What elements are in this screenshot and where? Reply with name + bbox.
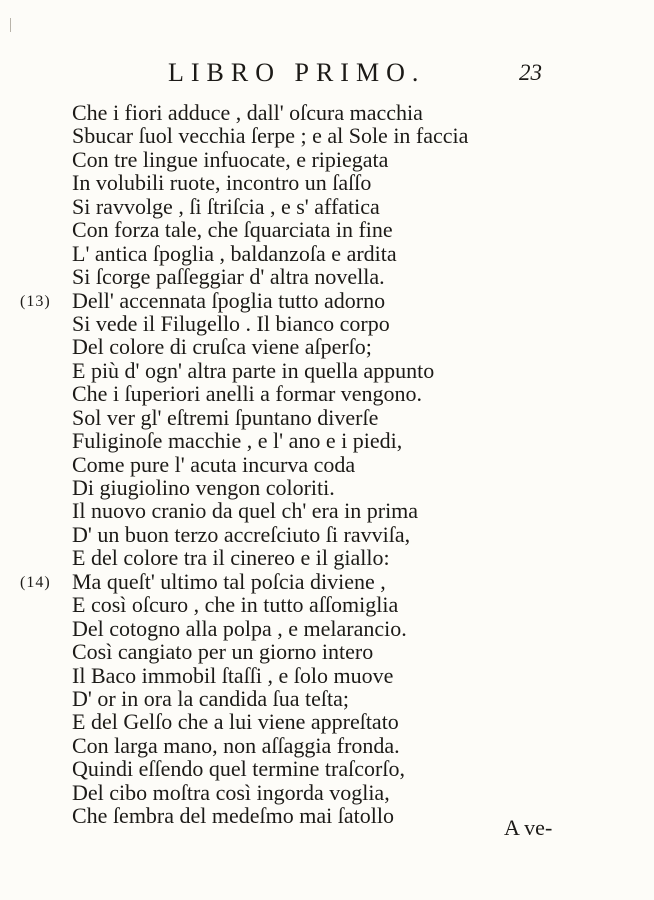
verse-line: [72, 664, 552, 687]
verse-line: [72, 101, 552, 124]
verse-line: [72, 593, 552, 616]
verse-text: Fuliginoſe macchie , e l' ano e i piedi,: [72, 428, 403, 454]
verse-text: E del colore tra il cinereo e il giallo:: [72, 545, 390, 571]
verse-text: Dell' accennata ſpoglia tutto adorno: [72, 287, 386, 313]
verse-text: Ma queſt' ultimo tal poſcia diviene ,: [72, 568, 386, 594]
verse-text: Con tre lingue infuocate, e ripiegata: [72, 146, 389, 172]
verse-line: [72, 781, 552, 804]
verse-line: [72, 757, 552, 780]
verse-line: [72, 195, 552, 218]
verse-line: [72, 124, 552, 147]
verse-text: Che i fiori adduce , dall' oſcura macchia: [72, 100, 423, 125]
verse-text: In volubili ruote, incontro un ſaſſo: [72, 170, 372, 196]
verse-line: [72, 312, 552, 335]
verse-line: [72, 171, 552, 194]
verse-text: D' un buon terzo accreſciuto ſi ravviſa,: [72, 521, 411, 547]
verse-text: E più d' ogn' altra parte in quella appunto: [72, 357, 435, 383]
verse-text: Che i ſuperiori anelli a formar vengono.: [72, 381, 423, 407]
verse-line: [72, 242, 552, 265]
verse-text: Con forza tale, che ſquarciata in fine: [72, 217, 393, 243]
verse-line: [72, 687, 552, 710]
verse-line: [72, 804, 552, 827]
verse-text: Del cibo moſtra così ingorda voglia,: [72, 779, 390, 805]
running-title: LIBRO PRIMO.: [168, 58, 426, 87]
verse-line: [72, 218, 552, 241]
verse-line: [72, 148, 552, 171]
verse-text: L' antica ſpoglia , baldanzoſa e ardita: [72, 240, 397, 266]
verse-text: Del colore di cruſca viene aſperſo;: [72, 334, 372, 360]
verse-text: E così oſcuro , che in tutto aſſomiglia: [72, 592, 399, 618]
verse-line: [72, 710, 552, 733]
verse-text: D' or in ora la candida ſua teſta;: [72, 685, 350, 711]
verse-text: Si ravvolge , ſi ſtriſcia , e s' affatica: [72, 193, 380, 219]
verse-text: Così cangiato per un giorno intero: [72, 639, 374, 665]
verse-text: Il nuovo cranio da quel ch' era in prima: [72, 498, 419, 524]
verse-text: Di giugiolino vengon coloriti.: [72, 475, 335, 500]
catchword: A ve-: [504, 815, 553, 840]
verse-text: Con larga mano, non aſſaggia fronda.: [72, 732, 400, 758]
verse-line: [72, 453, 552, 476]
verse-line: [20, 568, 552, 594]
verse-block: [20, 100, 552, 829]
verse-text: Si vede il Filugello . Il bianco corpo: [72, 310, 390, 336]
note-marker: (13): [20, 292, 51, 310]
verse-line: [72, 523, 552, 546]
verse-text: E del Gelſo che a lui viene appreſtato: [72, 709, 399, 735]
note-marker: (14): [20, 573, 51, 591]
verse-text: Del cotogno alla polpa , e melarancio.: [72, 615, 407, 641]
page-number: 23: [519, 60, 542, 85]
verse-line: [72, 406, 552, 429]
verse-text: Il Baco immobil ſtaſſi , e ſolo muove: [72, 662, 394, 688]
verse-line: [72, 640, 552, 663]
verse-line: [72, 429, 552, 452]
verse-text: Come pure l' acuta incurva coda: [72, 451, 356, 477]
verse-line: [20, 287, 552, 313]
verse-text: Sbucar ſuol vecchia ſerpe ; e al Sole in faccia: [72, 123, 469, 149]
verse-text: Che ſembra del medeſmo mai ſatollo: [72, 803, 394, 829]
verse-line: [72, 499, 552, 522]
verse-line: [72, 265, 552, 288]
verse-line: [72, 476, 552, 499]
verse-line: [72, 382, 552, 405]
page-edge-mark: [10, 18, 15, 32]
verse-line: [72, 546, 552, 569]
verse-line: [72, 359, 552, 382]
verse-text: Quindi eſſendo quel termine traſcorſo,: [72, 756, 405, 782]
verse-line: [72, 335, 552, 358]
verse-line: [72, 617, 552, 640]
verse-line: [72, 734, 552, 757]
verse-text: Si ſcorge paſſeggiar d' altra novella.: [72, 264, 385, 290]
verse-text: Sol ver gl' eſtremi ſpuntano diverſe: [72, 404, 379, 430]
